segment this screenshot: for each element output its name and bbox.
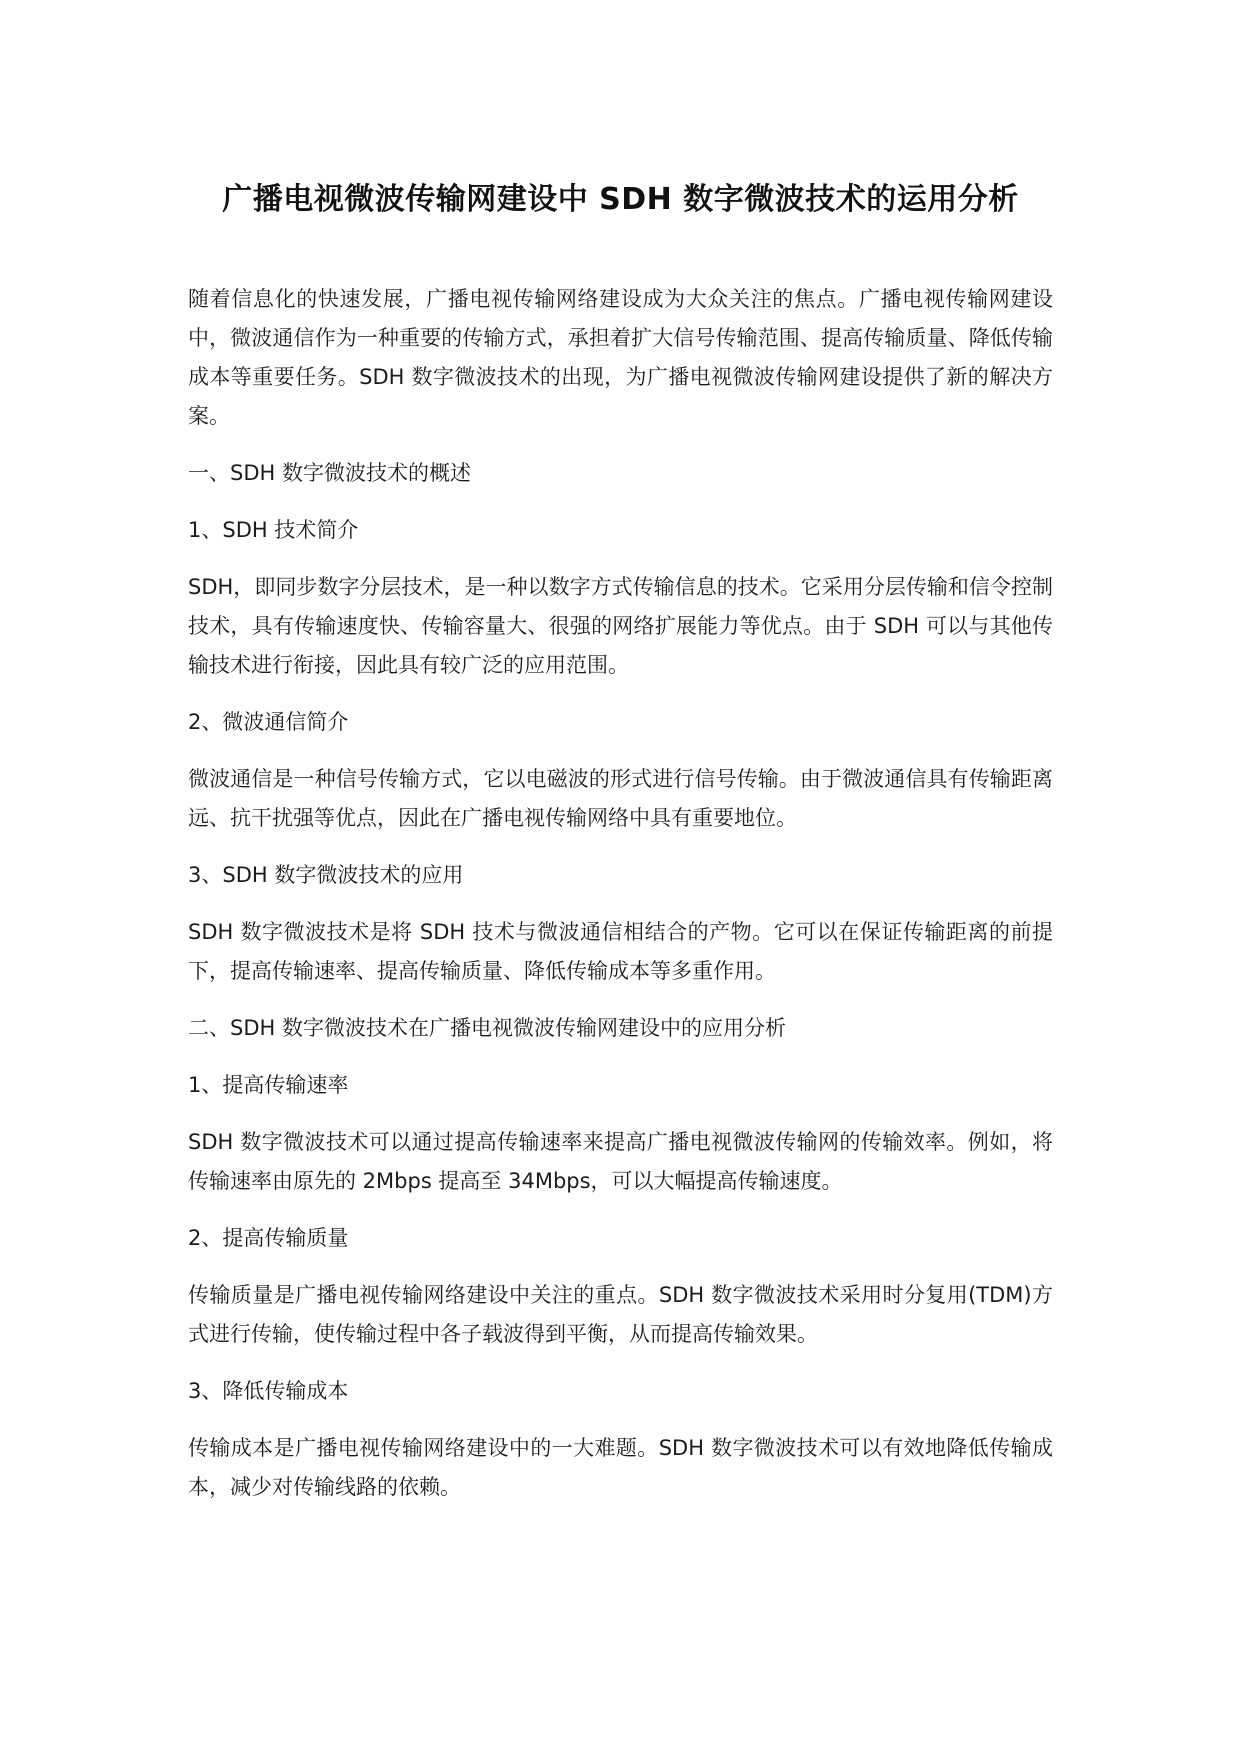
paragraph-sdh-intro: SDH，即同步数字分层技术，是一种以数字方式传输信息的技术。它采用分层传输和信令控制技术，具有传输速度快、传输容量大、很强的网络扩展能力等优点。由于 SDH 可以与其他传输技术进行衔接，因此具有较广泛的应用范围。 — [188, 575, 1053, 677]
paragraph-cost: 传输成本是广播电视传输网络建设中的一大难题。SDH 数字微波技术可以有效地降低传输成本，减少对传输线路的依赖。 — [188, 1436, 1053, 1499]
paragraph-rate: SDH 数字微波技术可以通过提高传输速率来提高广播电视微波传输网的传输效率。例如，将传输速率由原先的 2Mbps 提高至 34Mbps，可以大幅提高传输速度。 — [188, 1130, 1053, 1193]
subsection-heading-2-2: 2、提高传输质量 — [188, 1226, 349, 1250]
subsection-heading-2-1: 1、提高传输速率 — [188, 1073, 349, 1097]
intro-paragraph: 随着信息化的快速发展，广播电视传输网络建设成为大众关注的焦点。广播电视传输网建设中，微波通信作为一种重要的传输方式，承担着扩大信号传输范围、提高传输质量、降低传输成本等重要任务。SDH 数字微波技术的出现，为广播电视微波传输网建设提供了新的解决方案。 — [188, 287, 1053, 428]
paragraph-sdh-application: SDH 数字微波技术是将 SDH 技术与微波通信相结合的产物。它可以在保证传输距离的前提下，提高传输速率、提高传输质量、降低传输成本等多重作用。 — [188, 920, 1053, 983]
document-title: 广播电视微波传输网建设中 SDH 数字微波技术的运用分析 — [222, 182, 1019, 217]
section-heading-2: 二、SDH 数字微波技术在广播电视微波传输网建设中的应用分析 — [188, 1016, 786, 1040]
section-heading-1: 一、SDH 数字微波技术的概述 — [188, 461, 471, 485]
subsection-heading-1-3: 3、SDH 数字微波技术的应用 — [188, 863, 464, 887]
subsection-heading-2-3: 3、降低传输成本 — [188, 1379, 349, 1403]
document-body — [188, 280, 1053, 1525]
subsection-heading-1-2: 2、微波通信简介 — [188, 710, 349, 734]
paragraph-quality: 传输质量是广播电视传输网络建设中关注的重点。SDH 数字微波技术采用时分复用(TDM)方式进行传输，使传输过程中各子载波得到平衡，从而提高传输效果。 — [188, 1283, 1053, 1346]
subsection-heading-1-1: 1、SDH 技术简介 — [188, 518, 359, 542]
paragraph-microwave-intro: 微波通信是一种信号传输方式，它以电磁波的形式进行信号传输。由于微波通信具有传输距离远、抗干扰强等优点，因此在广播电视传输网络中具有重要地位。 — [188, 767, 1053, 830]
